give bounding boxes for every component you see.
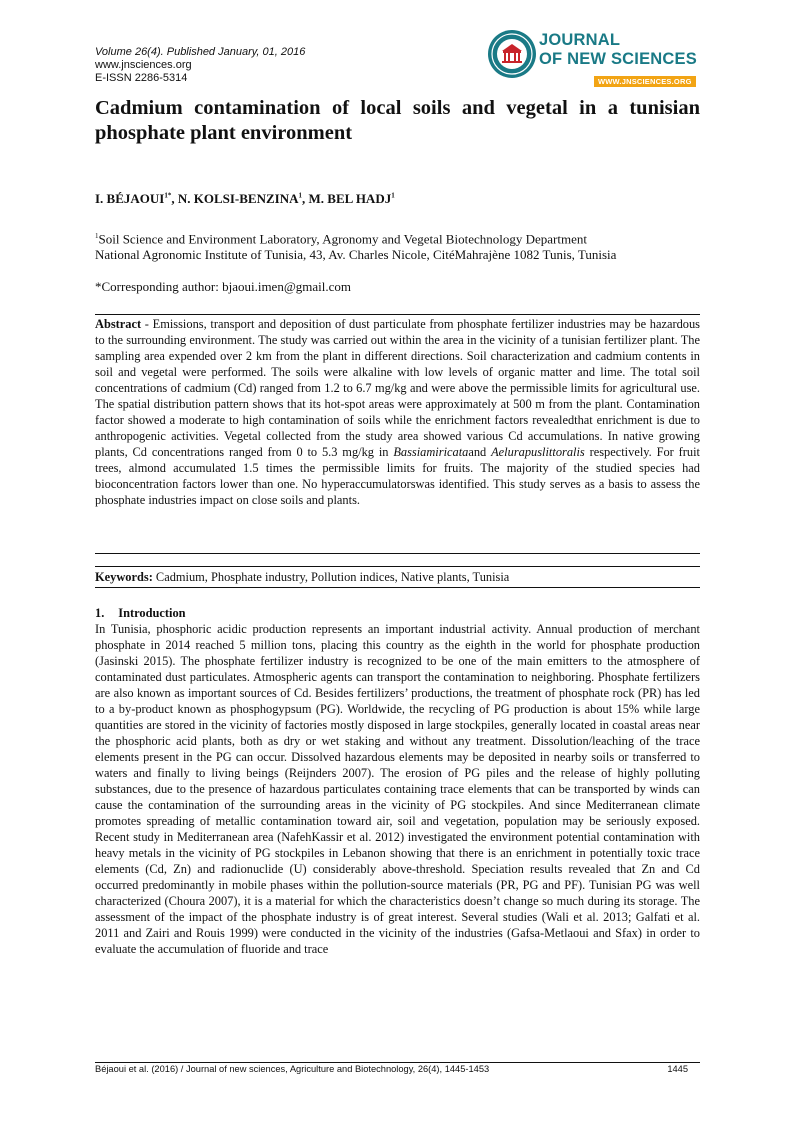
abstract-bottom-rule bbox=[95, 553, 700, 554]
abstract-top-rule bbox=[95, 314, 700, 315]
abstract-label: Abstract bbox=[95, 317, 142, 331]
keywords-bottom-rule bbox=[95, 587, 700, 588]
keywords-label: Keywords: bbox=[95, 570, 153, 584]
section-number: 1. bbox=[95, 606, 105, 620]
affiliation-line-1: Soil Science and Environment Laboratory, Agronomy and Vegetal Biotechnology Department bbox=[98, 231, 587, 247]
footer-citation: Béjaoui et al. (2016) / Journal of new sciences, Agriculture and Biotechnology, 26(4), 1445-1453 bbox=[95, 1064, 490, 1074]
keywords-top-rule bbox=[95, 566, 700, 567]
page-number: 1445 bbox=[667, 1064, 688, 1074]
affiliation bbox=[95, 228, 616, 263]
page-footer bbox=[95, 1064, 700, 1074]
brand-website: WWW.JNSCIENCES.ORG bbox=[594, 76, 696, 87]
journal-website: www.jnsciences.org bbox=[95, 59, 192, 71]
affiliation-mark: 1 bbox=[95, 232, 99, 240]
introduction-body: In Tunisia, phosphoric acidic production represents an important industrial activity. Annual production of merchant phosphate in 2014 reached 5 million tons, placing this country as the eighth in the world for phosphate production (Jasinski 2015). The phosphate fertilizer industry is recognized to be one of the main emitters to the atmosphere of contaminated dust particulates. Atmospheric agents can transport the contamination to neighboring. Phosphate fertilizers are also known as important sources of Cd. Besides fertilizers’ productions, the treatment of phosphate rock (PR) has led to a by-product known as phosphogypsum (PG). Worldwide, the recycling of PG production is about 15% while large quantities are stored in the vicinity of factories mostly disposed in large stockpiles, generally located in coastal areas near the phosphoric acid plants, both as dry or wet staking and without any treatment. Dissolution/leaching of the trace elements present in the PG can occur. Dissolved hazardous elements may be deposited in nearby soils or transferred to waters and finally to living beings (Reijnders 2007). The erosion of PG piles and the release of highly polluting substances, due to the presence of hazardous particulates containing trace elements that can be transported by winds can cause the contamination of the surrounding areas in the vicinity of PG stockpiles. And since Mediterranean climate promotes spreading of metallic contamination toward air, soil and vegetation, population may be seriously exposed. Recent study in Mediterranean area (NafehKassir et al. 2012) investigated the environment potential contamination with heavy metals in the vicinity of PG stockpiles in Lebanon showing that there is an enrichment in potentially toxic trace elements (Cd, Zn) and radionuclide (U) considerably above-threshold. Speciation results revealed that Zn and Cd occurred predominantly in mobile phases within the pollution-source materials (PR, PG and PF). Tunisian PG was well characterized (Choura 2007), it is a material for which the characteristics doesn’t change so much during its storage. The assessment of the impact of the phosphate industry is of great interest. Several studies (Wali et al. 2013; Galfati et al. 2011 and Zairi and Rouis 1999) were conducted in the vicinity of the industries (Gafsa-Metlaoui and Sfax) in order to evaluate the accumulation of fluoride and trace bbox=[95, 622, 700, 956]
abstract-text-2: respectively. For fruit trees, almond accumulated 1.5 times the permissible limits for fruits. The majority of the studied species had bioconcentration factors lower than one. No hyperaccumulatorswas identified. This study serves as a basis to assess the phosphate industries impact on close soils and plants. bbox=[95, 445, 700, 507]
keywords bbox=[95, 570, 700, 585]
abstract bbox=[95, 316, 700, 508]
brand-line-2: OF NEW SCIENCES bbox=[539, 50, 697, 68]
journal-brand-name bbox=[539, 31, 697, 69]
journal-logo bbox=[487, 27, 702, 89]
author-mark: 1* bbox=[164, 191, 172, 200]
issn: E-ISSN 2286-5314 bbox=[95, 72, 188, 84]
author-list: I. $BÉJAOUI^{1*}$, N. KOLSI-BENZINA$^1$, M. BEL HADJ$^1$ bbox=[95, 191, 395, 206]
section-title: Introduction bbox=[118, 606, 186, 620]
section-heading-introduction bbox=[95, 606, 186, 621]
abstract-text-1: - Emissions, transport and deposition of dust particulate from phosphate fertilizer industries may be hazardous to the surrounding environment. The study was carried out within the area in the vicinity of a tunisian fertilizer plant. The sampling area expended over 2 km from the plant in different directions. Soil characterization and cadmium contents in soil and vegetal were performed. The soils were alkaline with low levels of organic matter and lime. The total soil concentrations of cadmium (Cd) ranged from 1.2 to 6.7 mg/kg and were above the permissible limits for agricultural use. The spatial distribution pattern shows that its hot-spot areas were approximately at 500 m from the plant. Contamination factor showed a moderate to high contamination of soils while the enrichment factors revealedthat enrichment is due to anthropogenic activities. Vegetal collected from the study area showed various Cd accumulations. In native growing plants, Cd concentrations ranged from 0 to 5.3 mg/kg in bbox=[95, 317, 700, 459]
affiliation-line-2: National Agronomic Institute of Tunisia, 43, Av. Charles Nicole, CitéMahrajène 1082 Tunis, Tunisia bbox=[95, 247, 617, 263]
author-mark: 1 bbox=[298, 191, 302, 200]
journal-emblem-icon bbox=[487, 29, 537, 79]
brand-line-1: JOURNAL bbox=[539, 31, 621, 49]
abstract-and: and bbox=[468, 445, 492, 459]
paper-title: Cadmium contamination of local soils and vegetal in a tunisian phosphate plant environment bbox=[95, 97, 700, 144]
corresponding-author: *Corresponding author: bjaoui.imen@gmail.com bbox=[95, 279, 352, 294]
journal-header-meta bbox=[95, 46, 305, 85]
author-name: M. BEL HADJ bbox=[308, 191, 392, 206]
author-name: I. BÉJAOUI bbox=[95, 191, 165, 206]
keywords-text: Cadmium, Phosphate industry, Pollution indices, Native plants, Tunisia bbox=[152, 570, 510, 584]
volume-info: Volume 26(4). Published January, 01, 2016 bbox=[95, 46, 306, 58]
abstract-species-2: Aelurapuslittoralis bbox=[491, 445, 585, 459]
abstract-species-1: Bassiamiricata bbox=[393, 445, 469, 459]
author-mark: 1 bbox=[391, 191, 395, 200]
footer-rule bbox=[95, 1062, 700, 1063]
author-name: N. KOLSI-BENZINA bbox=[177, 191, 299, 206]
